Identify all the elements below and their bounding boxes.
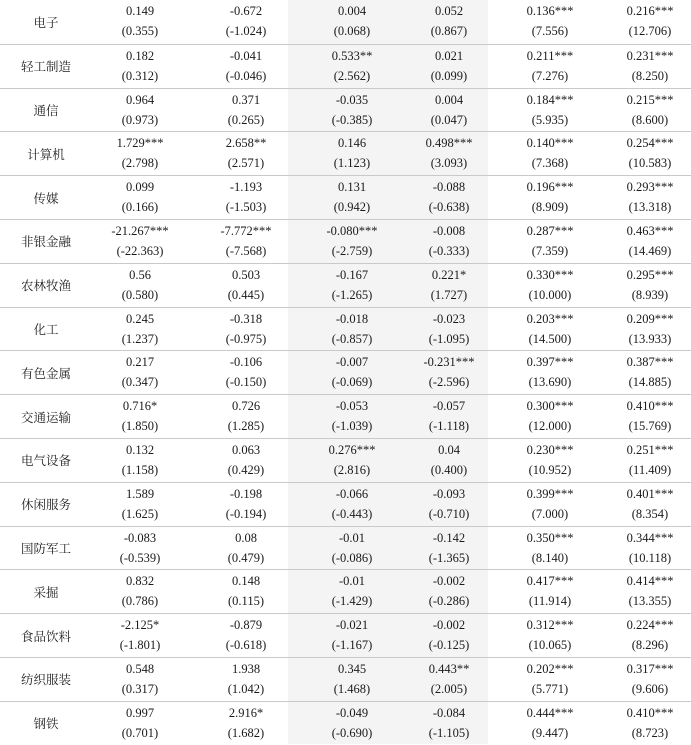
coefficient-cell: 0.211*** bbox=[526, 48, 574, 63]
t-statistic-cell: (8.600) bbox=[631, 112, 669, 127]
t-statistic-cell: (-0.125) bbox=[428, 638, 470, 653]
t-statistic-cell: (11.409) bbox=[628, 462, 672, 477]
coefficient-cell: -0.084 bbox=[432, 705, 466, 720]
t-statistic-cell: (5.771) bbox=[531, 681, 569, 696]
coefficient-cell: 0.251*** bbox=[626, 442, 674, 457]
coefficient-cell: -0.021 bbox=[335, 618, 369, 633]
t-statistic-cell: (-1.024) bbox=[225, 24, 267, 38]
coefficient-cell: 1.589 bbox=[125, 486, 155, 501]
t-statistic-cell: (9.447) bbox=[531, 725, 569, 740]
table-row bbox=[0, 394, 691, 438]
t-statistic-cell: (1.285) bbox=[227, 419, 265, 434]
coefficient-cell: -0.142 bbox=[432, 530, 466, 545]
t-statistic-cell: (14.885) bbox=[628, 375, 672, 390]
coefficient-cell: 0.203*** bbox=[526, 311, 574, 326]
coefficient-cell: 0.224*** bbox=[626, 618, 674, 633]
coefficient-cell: 0.548 bbox=[125, 661, 155, 676]
t-statistic-cell: (1.625) bbox=[121, 506, 159, 521]
t-statistic-cell: (0.312) bbox=[121, 68, 159, 83]
coefficient-cell: 0.004 bbox=[434, 92, 464, 107]
coefficient-cell: 0.149 bbox=[125, 4, 155, 18]
coefficient-cell: 0.401*** bbox=[626, 486, 674, 501]
coefficient-cell: 0.231*** bbox=[626, 48, 674, 63]
coefficient-cell: 0.08 bbox=[235, 530, 257, 545]
coefficient-cell: 0.217 bbox=[125, 355, 155, 370]
t-statistic-cell: (-2.596) bbox=[428, 375, 470, 390]
t-statistic-cell: (0.047) bbox=[430, 112, 468, 127]
table-row bbox=[0, 131, 691, 175]
coefficient-cell: 1.729*** bbox=[116, 136, 164, 151]
t-statistic-cell: (0.445) bbox=[227, 287, 265, 302]
coefficient-cell: 0.202*** bbox=[526, 661, 574, 676]
coefficient-cell: -0.083 bbox=[123, 530, 157, 545]
t-statistic-cell: (12.000) bbox=[528, 419, 572, 434]
coefficient-cell: 0.397*** bbox=[526, 355, 574, 370]
industry-label: 食品饮料 bbox=[20, 628, 71, 644]
coefficient-cell: -0.057 bbox=[432, 399, 466, 414]
coefficient-cell: -0.018 bbox=[335, 311, 369, 326]
t-statistic-cell: (0.355) bbox=[121, 24, 159, 38]
t-statistic-cell: (-0.710) bbox=[428, 506, 470, 521]
t-statistic-cell: (8.296) bbox=[631, 638, 669, 653]
coefficient-cell: 1.938 bbox=[231, 661, 261, 676]
t-statistic-cell: (-1.095) bbox=[428, 331, 470, 346]
coefficient-cell: -0.106 bbox=[229, 355, 263, 370]
t-statistic-cell: (0.867) bbox=[430, 24, 468, 38]
t-statistic-cell: (0.265) bbox=[227, 112, 265, 127]
coefficient-cell: 0.245 bbox=[125, 311, 155, 326]
t-statistic-cell: (9.606) bbox=[631, 681, 669, 696]
t-statistic-cell: (1.042) bbox=[227, 681, 265, 696]
t-statistic-cell: (2.571) bbox=[227, 156, 265, 171]
coefficient-cell: -0.01 bbox=[338, 574, 366, 589]
coefficient-cell: 0.371 bbox=[231, 92, 261, 107]
table-row bbox=[0, 613, 691, 657]
t-statistic-cell: (-0.857) bbox=[331, 331, 373, 346]
coefficient-cell: 0.052 bbox=[434, 4, 464, 18]
t-statistic-cell: (13.355) bbox=[628, 594, 672, 609]
coefficient-cell: -0.318 bbox=[229, 311, 263, 326]
t-statistic-cell: (-0.046) bbox=[225, 68, 267, 83]
t-statistic-cell: (-0.638) bbox=[428, 200, 470, 215]
t-statistic-cell: (8.354) bbox=[631, 506, 669, 521]
industry-label: 采掘 bbox=[33, 584, 59, 600]
table-row bbox=[0, 350, 691, 394]
coefficient-cell: -0.231*** bbox=[423, 355, 475, 370]
t-statistic-cell: (2.562) bbox=[333, 68, 371, 83]
coefficient-cell: -2.125* bbox=[120, 618, 160, 633]
coefficient-cell: 0.216*** bbox=[626, 4, 674, 18]
table-row bbox=[0, 88, 691, 132]
t-statistic-cell: (8.140) bbox=[531, 550, 569, 565]
coefficient-cell: 0.04 bbox=[438, 442, 460, 457]
t-statistic-cell: (-0.443) bbox=[331, 506, 373, 521]
t-statistic-cell: (8.909) bbox=[531, 200, 569, 215]
t-statistic-cell: (0.400) bbox=[430, 462, 468, 477]
t-statistic-cell: (8.250) bbox=[631, 68, 669, 83]
coefficient-cell: 0.997 bbox=[125, 705, 155, 720]
coefficient-cell: 0.463*** bbox=[626, 223, 674, 238]
t-statistic-cell: (-1.365) bbox=[428, 550, 470, 565]
coefficient-cell: 0.221* bbox=[431, 267, 467, 282]
t-statistic-cell: (0.942) bbox=[333, 200, 371, 215]
industry-label: 通信 bbox=[33, 102, 59, 118]
t-statistic-cell: (-0.333) bbox=[428, 243, 470, 258]
t-statistic-cell: (10.000) bbox=[528, 287, 572, 302]
t-statistic-cell: (-0.690) bbox=[331, 725, 373, 740]
coefficient-cell: -0.023 bbox=[432, 311, 466, 326]
coefficient-cell: 0.56 bbox=[129, 267, 151, 282]
t-statistic-cell: (0.580) bbox=[121, 287, 159, 302]
coefficient-cell: 0.350*** bbox=[526, 530, 574, 545]
coefficient-cell: -0.053 bbox=[335, 399, 369, 414]
t-statistic-cell: (-1.429) bbox=[331, 594, 373, 609]
coefficient-cell: 0.295*** bbox=[626, 267, 674, 282]
coefficient-cell: -0.007 bbox=[335, 355, 369, 370]
coefficient-cell: 0.132 bbox=[125, 442, 155, 457]
coefficient-cell: 0.964 bbox=[125, 92, 155, 107]
industry-label: 休闲服务 bbox=[20, 497, 71, 513]
coefficient-cell: 0.443** bbox=[428, 661, 470, 676]
t-statistic-cell: (2.798) bbox=[121, 156, 159, 171]
coefficient-cell: -0.672 bbox=[229, 4, 263, 18]
coefficient-cell: 0.293*** bbox=[626, 180, 674, 195]
coefficient-cell: 0.063 bbox=[231, 442, 261, 457]
coefficient-cell: 0.021 bbox=[434, 48, 464, 63]
industry-label: 电子 bbox=[33, 14, 59, 30]
t-statistic-cell: (14.469) bbox=[628, 243, 672, 258]
t-statistic-cell: (-1.039) bbox=[331, 419, 373, 434]
t-statistic-cell: (3.093) bbox=[430, 156, 468, 171]
t-statistic-cell: (-1.105) bbox=[428, 725, 470, 740]
industry-label: 国防军工 bbox=[20, 540, 71, 556]
coefficient-cell: 0.410*** bbox=[626, 399, 674, 414]
industry-label: 电气设备 bbox=[20, 453, 71, 469]
t-statistic-cell: (-7.568) bbox=[225, 243, 267, 258]
t-statistic-cell: (-0.539) bbox=[119, 550, 161, 565]
coefficient-cell: 0.345 bbox=[337, 661, 367, 676]
t-statistic-cell: (-22.363) bbox=[116, 243, 164, 258]
table-row bbox=[0, 526, 691, 570]
table-row bbox=[0, 219, 691, 263]
coefficient-cell: -0.008 bbox=[432, 223, 466, 238]
coefficient-cell: 0.410*** bbox=[626, 705, 674, 720]
coefficient-cell: -1.193 bbox=[229, 180, 263, 195]
coefficient-cell: 0.136*** bbox=[526, 4, 574, 18]
t-statistic-cell: (10.952) bbox=[528, 462, 572, 477]
coefficient-cell: 2.658** bbox=[225, 136, 267, 151]
coefficient-cell: 0.726 bbox=[231, 399, 261, 414]
coefficient-cell: -0.167 bbox=[335, 267, 369, 282]
coefficient-cell: 0.184*** bbox=[526, 92, 574, 107]
coefficient-cell: 0.140*** bbox=[526, 136, 574, 151]
industry-label: 纺织服装 bbox=[20, 672, 71, 688]
t-statistic-cell: (11.914) bbox=[528, 594, 572, 609]
t-statistic-cell: (8.723) bbox=[631, 725, 669, 740]
coefficient-cell: 0.330*** bbox=[526, 267, 574, 282]
coefficient-cell: -0.01 bbox=[338, 530, 366, 545]
t-statistic-cell: (-0.150) bbox=[225, 375, 267, 390]
t-statistic-cell: (0.429) bbox=[227, 462, 265, 477]
coefficient-cell: 0.146 bbox=[337, 136, 367, 151]
industry-label: 轻工制造 bbox=[20, 59, 71, 75]
t-statistic-cell: (0.099) bbox=[430, 68, 468, 83]
coefficient-cell: 0.300*** bbox=[526, 399, 574, 414]
coefficient-cell: 0.312*** bbox=[526, 618, 574, 633]
t-statistic-cell: (10.065) bbox=[528, 638, 572, 653]
table-row bbox=[0, 657, 691, 701]
t-statistic-cell: (15.769) bbox=[628, 419, 672, 434]
industry-label: 钢铁 bbox=[33, 716, 59, 732]
coefficient-cell: -0.093 bbox=[432, 486, 466, 501]
coefficient-cell: 2.916* bbox=[228, 705, 264, 720]
t-statistic-cell: (-0.385) bbox=[331, 112, 373, 127]
coefficient-cell: 0.716* bbox=[122, 399, 158, 414]
coefficient-cell: -0.066 bbox=[335, 486, 369, 501]
coefficient-cell: -21.267*** bbox=[111, 223, 169, 238]
coefficient-cell: 0.832 bbox=[125, 574, 155, 589]
coefficient-cell: 0.196*** bbox=[526, 180, 574, 195]
t-statistic-cell: (-1.167) bbox=[331, 638, 373, 653]
t-statistic-cell: (1.682) bbox=[227, 725, 265, 740]
coefficient-cell: 0.414*** bbox=[626, 574, 674, 589]
coefficient-cell: 0.148 bbox=[231, 574, 261, 589]
coefficient-cell: 0.131 bbox=[337, 180, 367, 195]
table-row bbox=[0, 438, 691, 482]
table-row bbox=[0, 701, 691, 745]
t-statistic-cell: (-1.503) bbox=[225, 200, 267, 215]
table-row bbox=[0, 263, 691, 307]
coefficient-cell: 0.503 bbox=[231, 267, 261, 282]
coefficient-cell: -0.035 bbox=[335, 92, 369, 107]
coefficient-cell: -0.002 bbox=[432, 574, 466, 589]
table-row bbox=[0, 569, 691, 613]
coefficient-cell: -0.049 bbox=[335, 705, 369, 720]
coefficient-cell: 0.387*** bbox=[626, 355, 674, 370]
t-statistic-cell: (7.000) bbox=[531, 506, 569, 521]
coefficient-cell: 0.230*** bbox=[526, 442, 574, 457]
t-statistic-cell: (13.933) bbox=[628, 331, 672, 346]
table-row bbox=[0, 0, 691, 44]
industry-label: 化工 bbox=[33, 321, 59, 337]
table-row bbox=[0, 482, 691, 526]
t-statistic-cell: (0.317) bbox=[121, 681, 159, 696]
t-statistic-cell: (2.005) bbox=[430, 681, 468, 696]
t-statistic-cell: (-0.069) bbox=[331, 375, 373, 390]
table-row bbox=[0, 307, 691, 351]
t-statistic-cell: (-0.086) bbox=[331, 550, 373, 565]
t-statistic-cell: (-0.618) bbox=[225, 638, 267, 653]
industry-label: 传媒 bbox=[33, 190, 59, 206]
t-statistic-cell: (7.276) bbox=[531, 68, 569, 83]
t-statistic-cell: (5.935) bbox=[531, 112, 569, 127]
t-statistic-cell: (0.166) bbox=[121, 200, 159, 215]
t-statistic-cell: (1.158) bbox=[121, 462, 159, 477]
coefficient-cell: -7.772*** bbox=[220, 223, 272, 238]
t-statistic-cell: (0.701) bbox=[121, 725, 159, 740]
coefficient-cell: 0.444*** bbox=[526, 705, 574, 720]
table-row bbox=[0, 175, 691, 219]
coefficient-cell: -0.879 bbox=[229, 618, 263, 633]
industry-label: 非银金融 bbox=[20, 234, 71, 250]
coefficient-cell: -0.088 bbox=[432, 180, 466, 195]
t-statistic-cell: (7.556) bbox=[531, 24, 569, 38]
industry-label: 有色金属 bbox=[20, 365, 71, 381]
coefficient-cell: 0.317*** bbox=[626, 661, 674, 676]
coefficient-cell: 0.182 bbox=[125, 48, 155, 63]
t-statistic-cell: (-1.118) bbox=[428, 419, 470, 434]
coefficient-cell: 0.209*** bbox=[626, 311, 674, 326]
industry-label: 计算机 bbox=[27, 146, 65, 162]
t-statistic-cell: (10.583) bbox=[628, 156, 672, 171]
t-statistic-cell: (10.118) bbox=[628, 550, 672, 565]
t-statistic-cell: (1.727) bbox=[430, 287, 468, 302]
t-statistic-cell: (2.816) bbox=[333, 462, 371, 477]
table-row bbox=[0, 44, 691, 88]
t-statistic-cell: (0.115) bbox=[228, 594, 264, 609]
coefficient-cell: 0.099 bbox=[125, 180, 155, 195]
t-statistic-cell: (12.706) bbox=[628, 24, 672, 38]
coefficient-cell: -0.080*** bbox=[326, 223, 378, 238]
t-statistic-cell: (14.500) bbox=[528, 331, 572, 346]
t-statistic-cell: (-1.265) bbox=[331, 287, 373, 302]
t-statistic-cell: (-1.801) bbox=[119, 638, 161, 653]
t-statistic-cell: (0.479) bbox=[227, 550, 265, 565]
t-statistic-cell: (13.318) bbox=[628, 200, 672, 215]
t-statistic-cell: (1.468) bbox=[333, 681, 371, 696]
coefficient-cell: 0.287*** bbox=[526, 223, 574, 238]
t-statistic-cell: (7.359) bbox=[531, 243, 569, 258]
t-statistic-cell: (0.347) bbox=[121, 375, 159, 390]
coefficient-cell: 0.533** bbox=[331, 48, 373, 63]
coefficient-cell: 0.399*** bbox=[526, 486, 574, 501]
industry-label: 农林牧渔 bbox=[20, 278, 71, 294]
coefficient-cell: -0.041 bbox=[229, 48, 263, 63]
t-statistic-cell: (7.368) bbox=[531, 156, 569, 171]
coefficient-cell: -0.198 bbox=[229, 486, 263, 501]
t-statistic-cell: (0.786) bbox=[121, 594, 159, 609]
t-statistic-cell: (1.237) bbox=[121, 331, 159, 346]
industry-label: 交通运输 bbox=[20, 409, 71, 425]
t-statistic-cell: (-2.759) bbox=[331, 243, 373, 258]
coefficient-cell: 0.215*** bbox=[626, 92, 674, 107]
t-statistic-cell: (13.690) bbox=[528, 375, 572, 390]
coefficient-cell: 0.004 bbox=[337, 4, 367, 18]
t-statistic-cell: (0.068) bbox=[333, 24, 371, 38]
t-statistic-cell: (-0.286) bbox=[428, 594, 470, 609]
t-statistic-cell: (-0.194) bbox=[225, 506, 267, 521]
coefficient-cell: 0.417*** bbox=[526, 574, 574, 589]
t-statistic-cell: (1.850) bbox=[121, 419, 159, 434]
t-statistic-cell: (8.939) bbox=[631, 287, 669, 302]
coefficient-cell: 0.498*** bbox=[425, 136, 473, 151]
coefficient-cell: 0.254*** bbox=[626, 136, 674, 151]
coefficient-cell: 0.276*** bbox=[328, 442, 376, 457]
coefficient-cell: -0.002 bbox=[432, 618, 466, 633]
t-statistic-cell: (0.973) bbox=[121, 112, 159, 127]
t-statistic-cell: (1.123) bbox=[333, 156, 371, 171]
t-statistic-cell: (-0.975) bbox=[225, 331, 267, 346]
coefficient-cell: 0.344*** bbox=[626, 530, 674, 545]
